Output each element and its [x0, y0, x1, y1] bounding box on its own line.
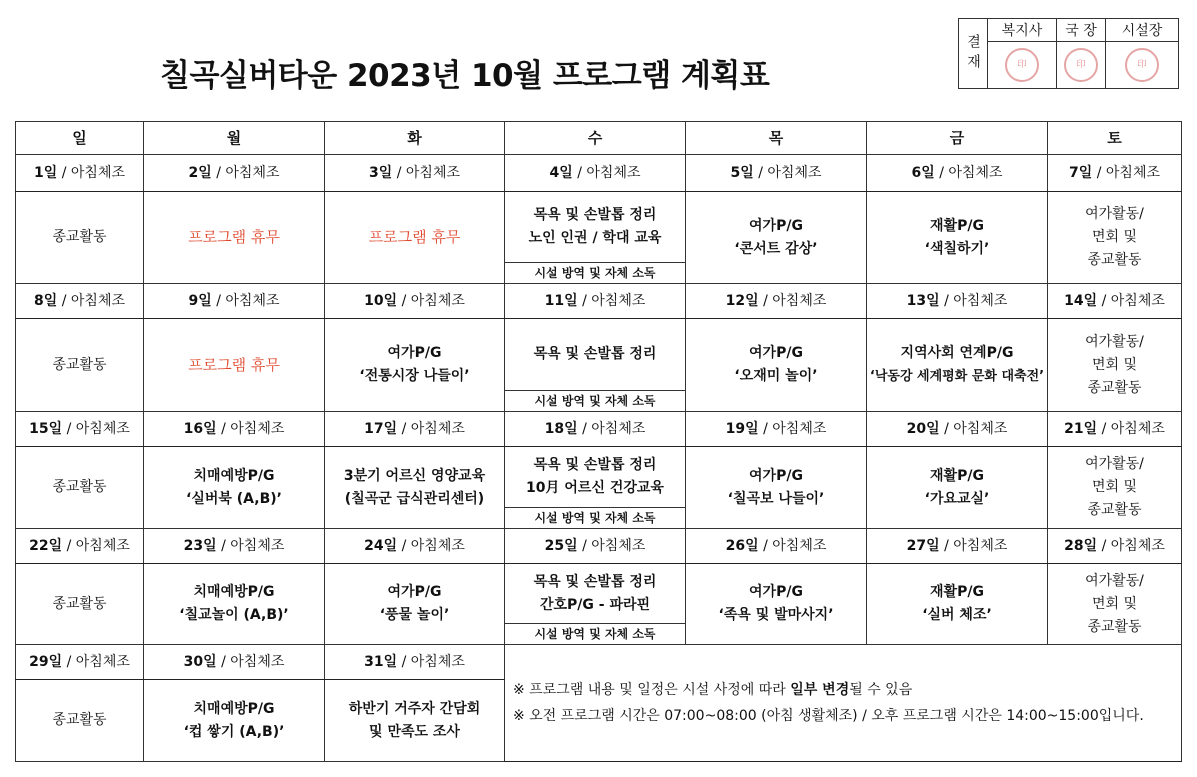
program-cell-thu: 여가P/G ‘족욕 및 발마사지’ — [686, 564, 867, 645]
weekday-header: 일 — [16, 122, 144, 155]
weekday-header-row — [16, 122, 1182, 155]
page-title: 칠곡실버타운 2023년 10월 프로그램 계획표 — [160, 58, 770, 94]
program-cell-closed: 프로그램 휴무 — [144, 192, 325, 284]
program-row — [16, 319, 1182, 412]
date-cell: 11일 / 아침체조 — [505, 284, 686, 319]
program-cell-fri: 지역사회 연계P/G ‘낙동강 세계평화 문화 대축전’ — [867, 319, 1048, 412]
approval-header: 복지사 — [988, 19, 1057, 42]
weekday-header: 목 — [686, 122, 867, 155]
date-cell: 3일 / 아침체조 — [325, 155, 505, 192]
date-row — [16, 284, 1182, 319]
program-cell-tue: 3분기 어르신 영양교육 (칠곡군 급식관리센터) — [325, 447, 505, 529]
date-cell: 27일 / 아침체조 — [867, 529, 1048, 564]
date-cell: 22일 / 아침체조 — [16, 529, 144, 564]
date-row — [16, 645, 1182, 680]
signature-stamp: 印 — [1057, 42, 1106, 89]
date-row — [16, 412, 1182, 447]
date-cell: 4일 / 아침체조 — [505, 155, 686, 192]
approval-header: 시설장 — [1106, 19, 1179, 42]
date-cell: 6일 / 아침체조 — [867, 155, 1048, 192]
program-cell-tue: 하반기 거주자 간담회 및 만족도 조사 — [325, 680, 505, 762]
date-cell: 5일 / 아침체조 — [686, 155, 867, 192]
date-cell: 29일 / 아침체조 — [16, 645, 144, 680]
date-cell: 30일 / 아침체조 — [144, 645, 325, 680]
date-cell: 2일 / 아침체조 — [144, 155, 325, 192]
program-cell-mon: 치매예방P/G ‘컵 쌓기 (A,B)’ — [144, 680, 325, 762]
program-cell-closed: 프로그램 휴무 — [144, 319, 325, 412]
notice-line-1: ※ 프로그램 내용 및 일정은 시설 사정에 따라 일부 변경될 수 있음 — [513, 682, 913, 698]
date-cell: 18일 / 아침체조 — [505, 412, 686, 447]
date-cell: 31일 / 아침체조 — [325, 645, 505, 680]
program-cell-sat: 여가활동/ 면회 및 종교활동 — [1048, 319, 1182, 412]
program-cell-sun: 종교활동 — [16, 319, 144, 412]
date-cell: 9일 / 아침체조 — [144, 284, 325, 319]
notice-line-2: ※ 오전 프로그램 시간은 07:00~08:00 (아침 생활체조) / 오후 프로그램 시간은 14:00~15:00입니다. — [513, 708, 1144, 724]
weekday-header: 화 — [325, 122, 505, 155]
program-row — [16, 192, 1182, 284]
program-cell-fri: 재활P/G ‘색칠하기’ — [867, 192, 1048, 284]
program-cell-thu: 여가P/G ‘오재미 놀이’ — [686, 319, 867, 412]
approval-label: 결재 — [959, 19, 988, 89]
weekday-header: 토 — [1048, 122, 1182, 155]
date-cell: 25일 / 아침체조 — [505, 529, 686, 564]
program-cell-mon: 치매예방P/G ‘실버북 (A,B)’ — [144, 447, 325, 529]
date-cell: 23일 / 아침체조 — [144, 529, 325, 564]
program-cell-wed: 목욕 및 손발톱 정리 간호P/G - 파라핀 시설 방역 및 자체 소독 — [505, 564, 686, 645]
weekday-header: 수 — [505, 122, 686, 155]
program-cell-mon: 치매예방P/G ‘칠교놀이 (A,B)’ — [144, 564, 325, 645]
program-cell-tue: 여가P/G ‘전통시장 나들이’ — [325, 319, 505, 412]
date-cell: 14일 / 아침체조 — [1048, 284, 1182, 319]
date-cell: 10일 / 아침체조 — [325, 284, 505, 319]
program-cell-wed: 목욕 및 손발톱 정리 시설 방역 및 자체 소독 — [505, 319, 686, 412]
date-cell: 19일 / 아침체조 — [686, 412, 867, 447]
program-calendar — [15, 121, 1182, 762]
approval-box — [958, 18, 1179, 89]
program-row — [16, 447, 1182, 529]
program-cell-sun: 종교활동 — [16, 192, 144, 284]
program-cell-wed: 목욕 및 손발톱 정리 10月 어르신 건강교육 시설 방역 및 자체 소독 — [505, 447, 686, 529]
approval-header: 국 장 — [1057, 19, 1106, 42]
program-cell-tue: 여가P/G ‘풍물 놀이’ — [325, 564, 505, 645]
program-cell-wed: 목욕 및 손발톱 정리 노인 인권 / 학대 교육 시설 방역 및 자체 소독 — [505, 192, 686, 284]
program-cell-sun: 종교활동 — [16, 680, 144, 762]
date-cell: 1일 / 아침체조 — [16, 155, 144, 192]
program-cell-thu: 여가P/G ‘칠곡보 나들이’ — [686, 447, 867, 529]
program-cell-sat: 여가활동/ 면회 및 종교활동 — [1048, 192, 1182, 284]
signature-stamp: 印 — [988, 42, 1057, 89]
program-cell-sun: 종교활동 — [16, 447, 144, 529]
weekday-header: 금 — [867, 122, 1048, 155]
date-row — [16, 529, 1182, 564]
date-cell: 7일 / 아침체조 — [1048, 155, 1182, 192]
date-cell: 13일 / 아침체조 — [867, 284, 1048, 319]
program-cell-fri: 재활P/G ‘가요교실’ — [867, 447, 1048, 529]
program-cell-sat: 여가활동/ 면회 및 종교활동 — [1048, 564, 1182, 645]
program-cell-thu: 여가P/G ‘콘서트 감상’ — [686, 192, 867, 284]
date-cell: 12일 / 아침체조 — [686, 284, 867, 319]
program-cell-sun: 종교활동 — [16, 564, 144, 645]
notice-box — [505, 645, 1182, 762]
weekday-header: 월 — [144, 122, 325, 155]
date-cell: 24일 / 아침체조 — [325, 529, 505, 564]
signature-stamp: 印 — [1106, 42, 1179, 89]
date-cell: 8일 / 아침체조 — [16, 284, 144, 319]
program-cell-closed: 프로그램 휴무 — [325, 192, 505, 284]
date-cell: 15일 / 아침체조 — [16, 412, 144, 447]
date-row — [16, 155, 1182, 192]
date-cell: 21일 / 아침체조 — [1048, 412, 1182, 447]
date-cell: 17일 / 아침체조 — [325, 412, 505, 447]
date-cell: 20일 / 아침체조 — [867, 412, 1048, 447]
program-cell-fri: 재활P/G ‘실버 체조’ — [867, 564, 1048, 645]
date-cell: 26일 / 아침체조 — [686, 529, 867, 564]
date-cell: 16일 / 아침체조 — [144, 412, 325, 447]
program-cell-sat: 여가활동/ 면회 및 종교활동 — [1048, 447, 1182, 529]
program-row — [16, 564, 1182, 645]
date-cell: 28일 / 아침체조 — [1048, 529, 1182, 564]
